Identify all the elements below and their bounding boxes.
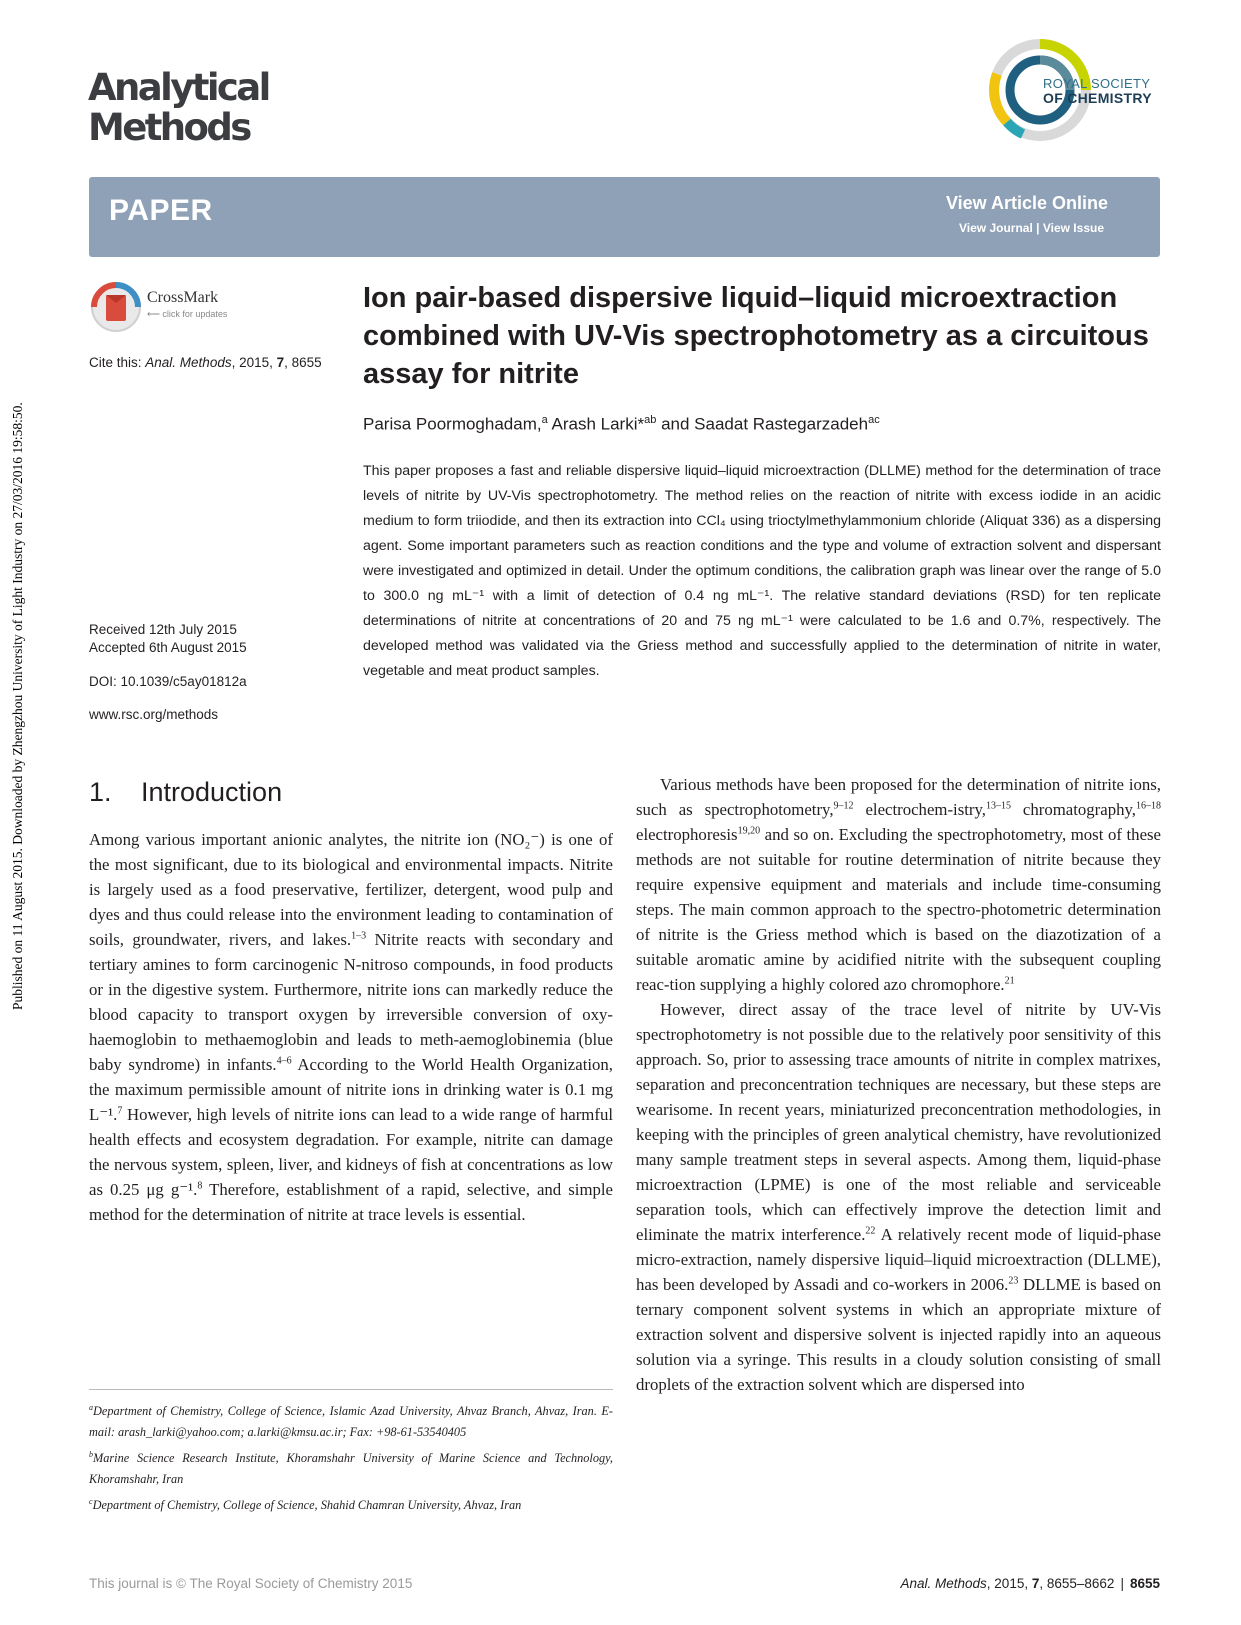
intro-paragraph-2	[636, 772, 1161, 997]
cite-year: , 2015,	[231, 355, 277, 370]
intro-paragraph-3	[636, 997, 1161, 1397]
footnote-mark: a	[89, 1403, 93, 1412]
footnote-text: Department of Chemistry, College of Science, Islamic Azad University, Ahvaz Branch, Ahvaz, Iran. E-mail: arash_larki@yahoo.com; a.larki@kmsu.ac.ir; Fax: +98-61-53540405	[89, 1404, 613, 1439]
reference-marker[interactable]: 4–6	[276, 1055, 292, 1067]
abstract: This paper proposes a fast and reliable dispersive liquid–liquid microextraction (DLLME) method for the determination of trace levels of nitrite by UV-Vis spectrophotometry. The method relies on the reaction of nitrite with excess iodide in an acidic medium to form triiodide, and then its extraction into CCl₄ using trioctylmethylammonium chloride (Aliquat 336) as a dispersing agent. Some important parameters such as reaction conditions and the type and volume of extraction solvent and dispersant were investigated and optimized in detail. Under the optimum conditions, the calibration graph was linear over the range of 5.0 to 300.0 ng mL⁻¹ with a limit of detection of 0.4 ng mL⁻¹. The relative standard deviations (RSD) for ten replicate determinations of nitrite at concentrations of 20 and 75 ng mL⁻¹ were calculated to be 1.6 and 0.7%, respectively. The developed method was validated via the Griess method and successfully applied to the determination of nitrite in water, vegetable and meat product samples.	[363, 463, 1161, 679]
download-stamp	[10, 250, 30, 1010]
reference-marker[interactable]: 1–3	[351, 930, 367, 942]
citation	[89, 355, 322, 370]
author-name[interactable]: and Saadat Rastegarzadeh	[656, 414, 869, 434]
footnote-divider	[89, 1389, 613, 1390]
section-title: Introduction	[141, 777, 283, 807]
reference-marker[interactable]: 9–12	[833, 800, 854, 812]
section-number: 1.	[89, 777, 112, 807]
view-issue-link[interactable]: View Issue	[1042, 221, 1104, 235]
author-list	[363, 414, 880, 435]
footnote	[89, 1445, 613, 1489]
article-type-label: PAPER	[109, 194, 213, 227]
footnote-mark: b	[89, 1450, 93, 1460]
copyright-footer: This journal is © The Royal Society of Chemistry 2015	[89, 1576, 413, 1591]
view-article-online-link[interactable]: View Article Online	[945, 193, 1108, 213]
left-column	[89, 775, 613, 1227]
intro-text: However, high levels of nitrite ions can lead to a wide range of harmful health effects and ecosystem degradation. For example, nitrite can damage the nervous system, spleen, liver, and kidneys of fish at concentrations as low as 0.25 μg g⁻¹.	[89, 1105, 613, 1199]
page-number: 8655	[1129, 1576, 1160, 1591]
footer-pages: , 8655–8662	[1039, 1576, 1115, 1591]
cite-page: , 8655	[284, 355, 322, 370]
footer-journal: Anal. Methods	[900, 1576, 987, 1591]
author-affiliation: a	[541, 414, 548, 426]
article-title: Ion pair-based dispersive liquid–liquid microextraction combined with UV-Vis spectrophotometry as a circuitous assay for nitrite	[363, 282, 1149, 390]
author-name[interactable]: Arash Larki*	[547, 414, 645, 434]
cite-prefix: Cite this:	[89, 355, 146, 370]
reference-marker[interactable]: 16–18	[1136, 800, 1161, 812]
rsc-logo-line1: ROYAL SOCIETY	[1043, 76, 1151, 91]
section-heading	[89, 775, 613, 809]
rsc-logo-text	[1043, 77, 1152, 106]
intro-text: DLLME is based on ternary component solvent systems in which an appropriate mixture of extraction solvent and dispersive solvent is injected rapidly into an aqueous solution via a syringe. This results in a cloudy solution consisting of small droplets of the extraction solvent which are dispersed into	[636, 1275, 1161, 1394]
reference-marker[interactable]: 8	[197, 1180, 203, 1192]
footnote	[89, 1398, 613, 1442]
banner-link-separator: |	[1032, 221, 1043, 235]
intro-paragraph-1	[89, 827, 613, 1227]
intro-text: Various methods have been proposed for the determination of nitrite ions, such as spectrophotometry,	[636, 775, 1161, 819]
footer-separator: |	[1120, 1576, 1124, 1591]
intro-text: chromatography,	[1010, 800, 1136, 819]
accepted-date: Accepted 6th August 2015	[89, 640, 247, 655]
banner-links	[959, 221, 1104, 235]
reference-marker[interactable]: 19,20	[737, 825, 761, 837]
download-stamp-text: Published on 11 August 2015. Downloaded by Zhengzhou University of Light Industry on 27/03/2016 19:58:50.	[10, 402, 25, 1010]
author-name[interactable]: Parisa Poormoghadam,	[363, 414, 542, 434]
intro-text: However, direct assay of the trace level of nitrite by UV-Vis spectrophotometry is not possible due to the relatively poor sensitivity of this approach. So, prior to assessing trace amounts of nitrite in complex matrixes, separation and preconcentration techniques are necessary, but these steps are wearisome. In recent years, miniaturized preconcentration methodologies, in keeping with the principles of green analytical chemistry, have revolutionized many sample treatment steps in several aspects. Among them, liquid-phase microextraction (LPME) is one of the most reliable and serviceable separation tools, which can effectively improve the detection limit and eliminate the matrix interference.	[636, 1000, 1161, 1244]
intro-text: Nitrite reacts with secondary and tertiary amines to form carcinogenic N-nitroso compounds, in food products or in the digestive system. Furthermore, nitrite ions can markedly reduce the blood capacity to transport oxygen by irreversible conversion of oxy-haemoglobin to methaemoglobin and leads to meth-aemoglobinemia (blue baby syndrome) in infants.	[89, 930, 613, 1074]
reference-marker[interactable]: 7	[117, 1105, 123, 1117]
journal-logo-line2: Methods	[88, 106, 250, 149]
reference-marker[interactable]: 23	[1008, 1275, 1019, 1287]
crossmark-sublabel-text: click for updates	[162, 309, 228, 319]
intro-text: electrophoresis	[636, 825, 738, 844]
journal-logo-line1: Analytical	[88, 66, 269, 109]
doi[interactable]: DOI: 10.1039/c5ay01812a	[89, 674, 247, 689]
footnote-mark: c	[89, 1497, 93, 1507]
reference-marker[interactable]: 21	[1004, 975, 1015, 987]
journal-logo	[88, 68, 269, 148]
intro-text: According to the World Health Organization, the maximum permissible amount of nitrite ions in drinking water is 0.1 mg L⁻¹.	[89, 1055, 613, 1124]
affiliation-footnotes	[89, 1398, 613, 1519]
crossmark-sublabel: ⟵ click for updates	[147, 309, 228, 319]
cite-journal: Anal. Methods	[145, 355, 232, 370]
article-type-banner	[89, 177, 1160, 257]
right-column	[636, 772, 1161, 1397]
footer-year: , 2015,	[986, 1576, 1032, 1591]
intro-text: and so on. Excluding the spectrophotometry, most of these methods are not suitable for routine determination of nitrite because they require expensive equipment and materials and include time-consuming steps. The main common approach to the spectro-photometric determination of nitrite is the Griess method which is based on the diazotization of a suitable aromatic amine by acidified nitrite with the subsequent coupling reac-tion supplying a highly colored azo chromophore.	[636, 825, 1161, 994]
view-journal-link[interactable]: View Journal	[959, 221, 1033, 235]
page-footer	[900, 1576, 1160, 1591]
intro-text: Therefore, establishment of a rapid, selective, and simple method for the determination of nitrite at trace levels is essential.	[89, 1180, 613, 1224]
reference-marker[interactable]: 22	[865, 1225, 876, 1237]
rsc-logo-line2: OF CHEMISTRY	[1043, 90, 1152, 106]
footnote-text: Department of Chemistry, College of Science, Shahid Chamran University, Ahvaz, Iran	[92, 1498, 522, 1513]
reference-marker[interactable]: 13–15	[985, 800, 1011, 812]
intro-text: electrochem-istry,	[853, 800, 986, 819]
journal-url[interactable]: www.rsc.org/methods	[89, 707, 219, 722]
crossmark-icon	[90, 281, 142, 333]
footer-volume: 7	[1031, 1576, 1040, 1591]
crossmark-label: CrossMark	[147, 289, 219, 306]
footnote-text: Marine Science Research Institute, Khoramshahr University of Marine Science and Technology, Khoramshahr, Iran	[89, 1451, 613, 1486]
author-affiliation: ac	[868, 414, 880, 426]
author-affiliation: ab	[644, 414, 657, 426]
footnote	[89, 1492, 613, 1516]
intro-text: A relatively recent mode of liquid-phase micro-extraction, namely dispersive liquid–liquid microextraction (DLLME), has been developed by Assadi and co-workers in 2006.	[636, 1225, 1161, 1294]
received-date: Received 12th July 2015	[89, 622, 237, 637]
intro-text: Among various important anionic analytes, the nitrite ion (NO₂⁻) is one of the most significant, due to its biological and environmental impacts. Nitrite is largely used as a food preservative, fertilizer, detergent, wood pulp and dyes and thus could release into the environment leading to contamination of soils, groundwater, rivers, and lakes.	[89, 830, 613, 949]
cite-volume: 7	[276, 355, 285, 370]
